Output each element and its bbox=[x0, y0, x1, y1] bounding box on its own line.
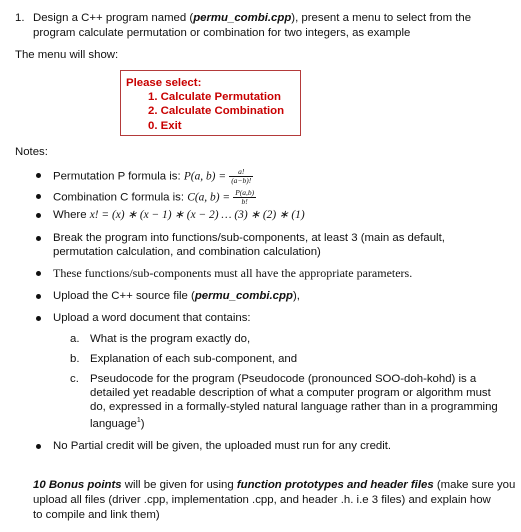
permutation-label: Permutation P formula is: bbox=[53, 170, 184, 183]
question-filename: permu_combi.cpp bbox=[193, 12, 292, 24]
bonus-line-1 bbox=[33, 478, 515, 492]
bullet-icon bbox=[36, 173, 41, 178]
break-line-2: permutation calculation, and combination calculation) bbox=[53, 246, 321, 258]
upload-source-filename: permu_combi.cpp bbox=[194, 290, 293, 302]
sub-item-b-label: b. bbox=[70, 353, 80, 365]
bullet-icon bbox=[36, 236, 41, 241]
sub-item-c-label: c. bbox=[70, 373, 79, 385]
menu-item-combination: 2. Calculate Combination bbox=[148, 105, 285, 117]
permutation-denominator: (a−b)! bbox=[231, 176, 252, 185]
parameters-note: These functions/sub-components must all have the appropriate parameters. bbox=[53, 266, 413, 280]
combination-label: Combination C formula is: bbox=[53, 191, 188, 204]
bonus-line-3: to compile and link them) bbox=[33, 509, 160, 521]
question-line-2: program calculate permutation or combination for two integers, as example bbox=[33, 27, 411, 39]
bullet-icon bbox=[36, 316, 41, 321]
factorial-formula bbox=[53, 208, 305, 222]
footnote-superscript: 1 bbox=[136, 417, 141, 424]
combination-denominator: b! bbox=[241, 197, 248, 206]
permutation-lhs: P(a, b) = bbox=[183, 170, 227, 183]
sub-item-b-text: Explanation of each sub-component, and bbox=[90, 353, 298, 365]
sub-item-a-text: What is the program exactly do, bbox=[90, 333, 251, 345]
sub-item-c-line-4 bbox=[90, 414, 145, 431]
bullet-icon bbox=[36, 194, 41, 199]
bonus-text-2: (make sure you bbox=[433, 479, 516, 491]
no-partial-credit-note: No Partial credit will be given, the uploaded must run for any credit. bbox=[53, 440, 392, 452]
factorial-expression: x! = (x) ∗ (x − 1) ∗ (x − 2) … (3) ∗ (2) ∗ (1) bbox=[89, 209, 305, 221]
question-line-1 bbox=[33, 11, 471, 25]
sub-item-c-line-2: detailed yet readable description of what a computer program or algorithm must bbox=[90, 387, 491, 399]
sub-item-c-tail: ) bbox=[140, 417, 145, 430]
menu-title: Please select: bbox=[126, 77, 202, 89]
upload-doc-note: Upload a word document that contains: bbox=[53, 312, 251, 324]
bonus-text-1: will be given for using bbox=[121, 479, 237, 491]
factorial-label: Where bbox=[53, 209, 90, 221]
combination-fraction bbox=[233, 189, 256, 206]
combination-lhs: C(a, b) = bbox=[187, 191, 231, 204]
question-line-1-pre: Design a C++ program named ( bbox=[33, 12, 194, 24]
sub-item-c-line-1: Pseudocode for the program (Pseudocode (pronounced SOO-doh-kohd) is a bbox=[90, 373, 477, 385]
permutation-numerator: a! bbox=[229, 168, 253, 177]
bullet-icon bbox=[36, 444, 41, 449]
bullet-icon bbox=[36, 294, 41, 299]
permutation-formula bbox=[53, 168, 253, 185]
sub-item-a-label: a. bbox=[70, 333, 80, 345]
combination-formula bbox=[53, 189, 256, 206]
bonus-line-2: upload all files (driver .cpp, implementation .cpp, and header .h. i.e 3 files) and explain how bbox=[33, 494, 491, 506]
menu-intro: The menu will show: bbox=[15, 49, 119, 61]
bullet-icon bbox=[36, 213, 41, 218]
menu-item-permutation: 1. Calculate Permutation bbox=[148, 91, 281, 103]
bullet-icon bbox=[36, 271, 41, 276]
upload-source-pre: Upload the C++ source file ( bbox=[53, 290, 195, 302]
question-number: 1. bbox=[15, 12, 25, 24]
break-line-1: Break the program into functions/sub-components, at least 3 (main as default, bbox=[53, 232, 445, 244]
upload-source-note bbox=[53, 289, 300, 303]
bonus-lead: 10 Bonus points bbox=[33, 479, 122, 491]
combination-numerator: P(a,b) bbox=[235, 188, 255, 197]
menu-item-exit: 0. Exit bbox=[148, 120, 182, 132]
bonus-emphasis: function prototypes and header files bbox=[236, 479, 434, 491]
upload-source-post: ), bbox=[292, 290, 300, 302]
question-line-1-post: ), present a menu to select from the bbox=[291, 12, 472, 24]
permutation-fraction bbox=[229, 168, 253, 185]
notes-heading: Notes: bbox=[15, 146, 48, 158]
sub-item-c-line-4-text: language bbox=[90, 417, 137, 430]
sub-item-c-line-3: do, expressed in a formally-styled natural language rather than in a programming bbox=[90, 401, 498, 413]
